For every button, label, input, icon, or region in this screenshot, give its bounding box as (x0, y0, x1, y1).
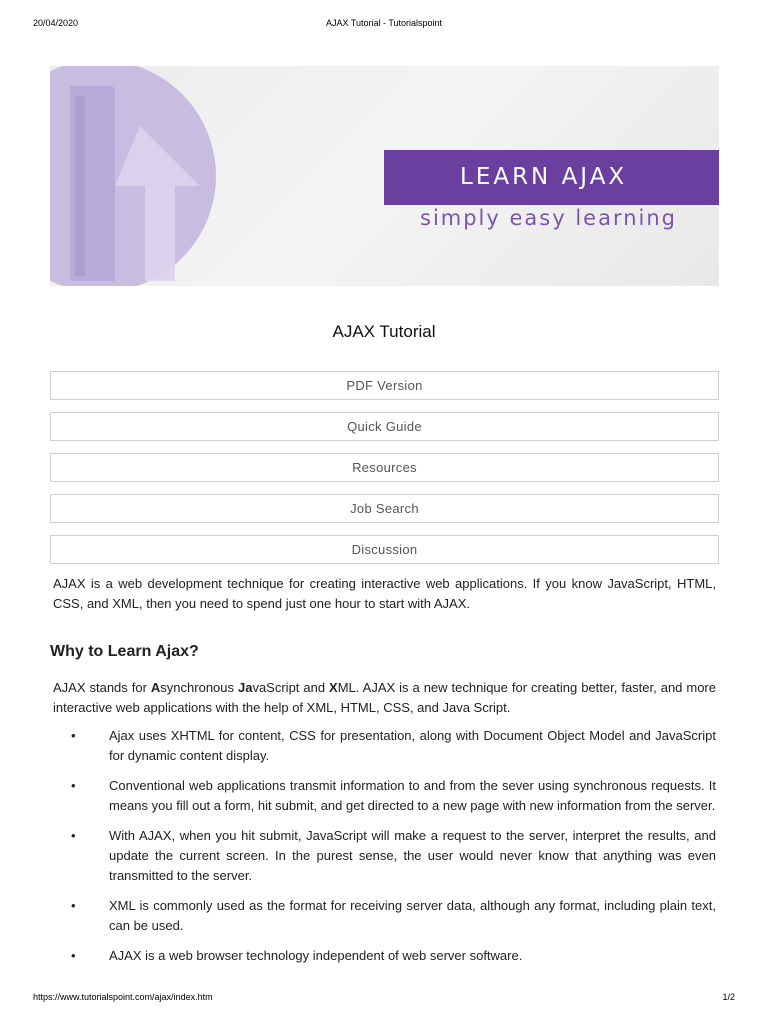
bullet-dot-icon: • (71, 778, 76, 793)
bold-x: X (329, 680, 338, 695)
bullet-text: Conventional web applications transmit information to and from the sever using synchronous requests. It means you fill out a form, hit submit, and get directed to a new page with new information from the server. (109, 778, 716, 813)
why-suffix: ML. AJAX is a new technique for creating better, faster, and more interactive web applications with the help of XML, HTML, CSS, and Java Script. (53, 680, 716, 715)
nav-discussion[interactable]: Discussion (50, 535, 719, 564)
why-bullet-list (53, 726, 716, 976)
why-ja-rest: vaScript and (252, 680, 330, 695)
bullet-dot-icon: • (71, 948, 76, 963)
print-page-number: 1/2 (722, 992, 735, 1002)
nav-quick-guide[interactable]: Quick Guide (50, 412, 719, 441)
tutorialspoint-logo-icon (50, 66, 250, 286)
why-prefix: AJAX stands for (53, 680, 151, 695)
why-paragraph (53, 678, 716, 718)
bullet-dot-icon: • (71, 898, 76, 913)
bullet-text: XML is commonly used as the format for receiving server data, although any format, including plain text, can be used. (109, 898, 716, 933)
bullet-item (53, 726, 716, 766)
banner-heading: LEARN AJAX (384, 150, 719, 205)
tutorial-nav (50, 371, 719, 576)
bullet-text: With AJAX, when you hit submit, JavaScript will make a request to the server, interpret the results, and update the current screen. In the purest sense, the user would never know that anything was even transmitted to the server. (109, 828, 716, 883)
banner-tagline: simply easy learning (420, 206, 678, 230)
learn-ajax-banner (50, 66, 719, 286)
page-title: AJAX Tutorial (332, 322, 436, 341)
print-url: https://www.tutorialspoint.com/ajax/index.htm (33, 992, 213, 1002)
nav-resources[interactable]: Resources (50, 453, 719, 482)
bold-ja: Ja (237, 680, 253, 695)
why-learn-heading: Why to Learn Ajax? (50, 643, 199, 660)
bullet-item (53, 946, 716, 966)
print-date: 20/04/2020 (33, 18, 79, 28)
intro-paragraph: AJAX is a web development technique for creating interactive web applications. If you know JavaScript, HTML, CSS, and XML, then you need to spend just one hour to start with AJAX. (53, 576, 716, 611)
bullet-dot-icon: • (71, 828, 76, 843)
bullet-text: Ajax uses XHTML for content, CSS for presentation, along with Document Object Model and JavaScript for dynamic content display. (109, 728, 716, 763)
nav-pdf-version[interactable]: PDF Version (50, 371, 719, 400)
bullet-item (53, 896, 716, 936)
bullet-item (53, 826, 716, 886)
nav-job-search[interactable]: Job Search (50, 494, 719, 523)
bullet-item (53, 776, 716, 816)
why-a-rest: synchronous (160, 680, 238, 695)
print-footer (0, 992, 768, 1006)
bold-a: A (150, 680, 161, 695)
print-header (0, 18, 768, 32)
print-title: AJAX Tutorial - Tutorialspoint (325, 18, 443, 28)
bullet-text: AJAX is a web browser technology independent of web server software. (109, 948, 523, 963)
bullet-dot-icon: • (71, 728, 76, 743)
